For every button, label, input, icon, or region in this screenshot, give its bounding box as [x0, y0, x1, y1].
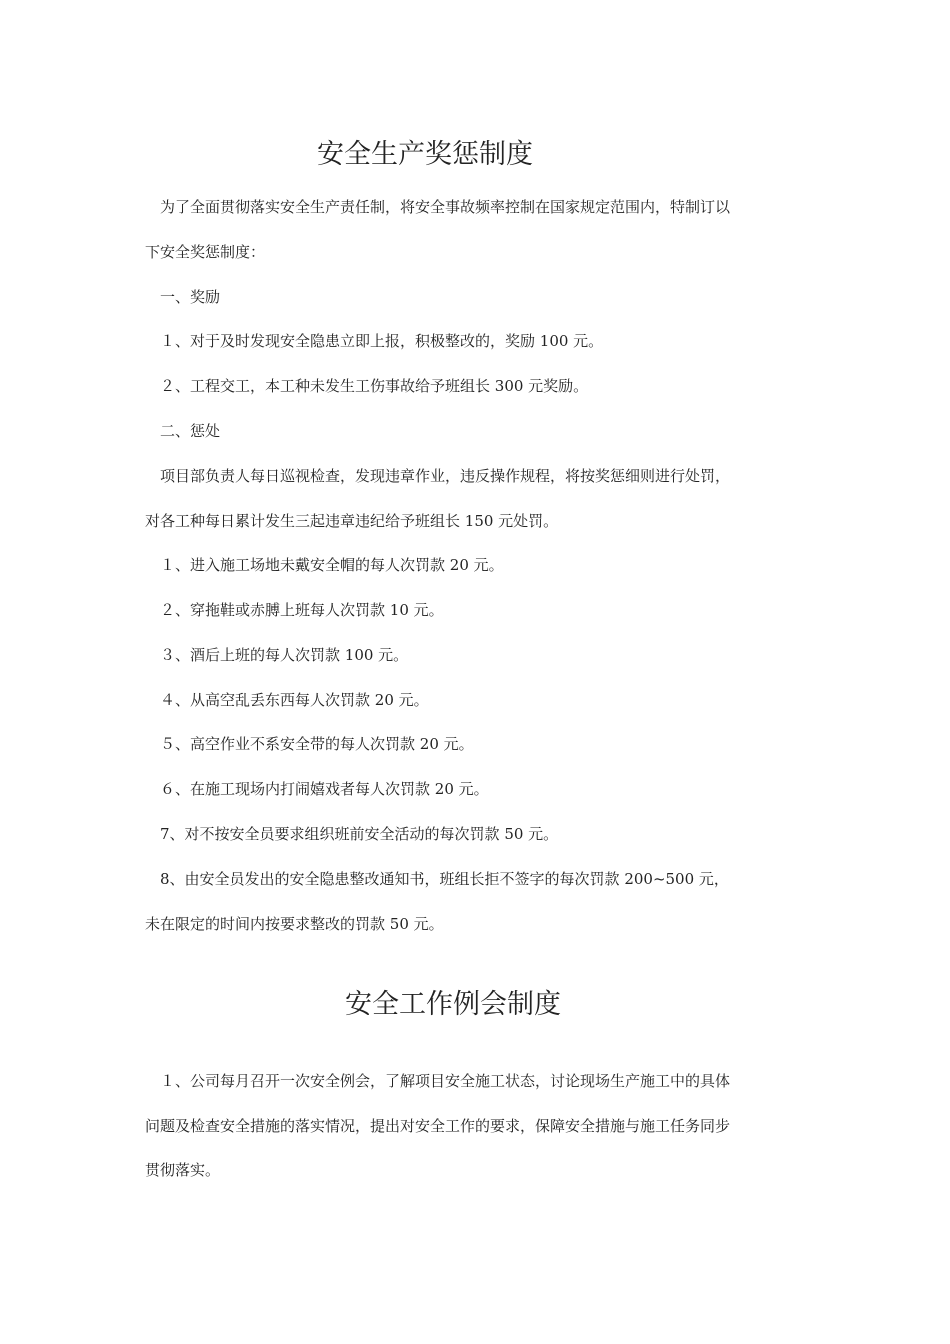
penalty-item-4: ４、从高空乱丢东西每人次罚款 20 元。 — [145, 691, 429, 709]
reward-item-2: ２、工程交工，本工种未发生工伤事故给予班组长 300 元奖励。 — [145, 377, 589, 395]
penalty-item-8-line-1: 8、由安全员发出的安全隐患整改通知书，班组长拒不签字的每次罚款 200~500 元， — [145, 870, 729, 888]
title-safety-meeting-system: 安全工作例会制度 — [345, 989, 561, 1020]
penalty-item-1: １、进入施工场地未戴安全帽的每人次罚款 20 元。 — [145, 556, 504, 574]
reward-heading: 一、奖励 — [145, 288, 221, 306]
meeting-item-1-line-3: 贯彻落实。 — [145, 1161, 221, 1179]
penalty-intro-line-2: 对各工种每日累计发生三起违章违纪给予班组长 150 元处罚。 — [145, 512, 559, 530]
penalty-item-2: ２、穿拖鞋或赤膊上班每人次罚款 10 元。 — [145, 601, 444, 619]
reward-item-1: １、对于及时发现安全隐患立即上报，积极整改的，奖励 100 元。 — [145, 332, 604, 350]
penalty-item-3: ３、酒后上班的每人次罚款 100 元。 — [145, 646, 409, 664]
intro-line-2: 下安全奖惩制度： — [145, 243, 266, 261]
penalty-heading: 二、惩处 — [145, 422, 221, 440]
penalty-item-7: 7、对不按安全员要求组织班前安全活动的每次罚款 50 元。 — [145, 825, 559, 843]
meeting-item-1-line-2: 问题及检查安全措施的落实情况，提出对安全工作的要求，保障安全措施与施工任务同步 — [145, 1117, 731, 1135]
penalty-item-8-line-2: 未在限定的时间内按要求整改的罚款 50 元。 — [145, 915, 444, 933]
penalty-item-6: ６、在施工现场内打闹嬉戏者每人次罚款 20 元。 — [145, 780, 489, 798]
meeting-item-1-line-1: １、公司每月召开一次安全例会，了解项目安全施工状态，讨论现场生产施工中的具体 — [145, 1072, 731, 1090]
intro-line-1: 为了全面贯彻落实安全生产责任制，将安全事故频率控制在国家规定范围内，特制订以 — [145, 198, 731, 216]
penalty-item-5: ５、高空作业不系安全带的每人次罚款 20 元。 — [145, 735, 474, 753]
penalty-intro-line-1: 项目部负责人每日巡视检查，发现违章作业，违反操作规程，将按奖惩细则进行处罚， — [145, 467, 731, 485]
title-reward-penalty-system: 安全生产奖惩制度 — [317, 139, 533, 170]
